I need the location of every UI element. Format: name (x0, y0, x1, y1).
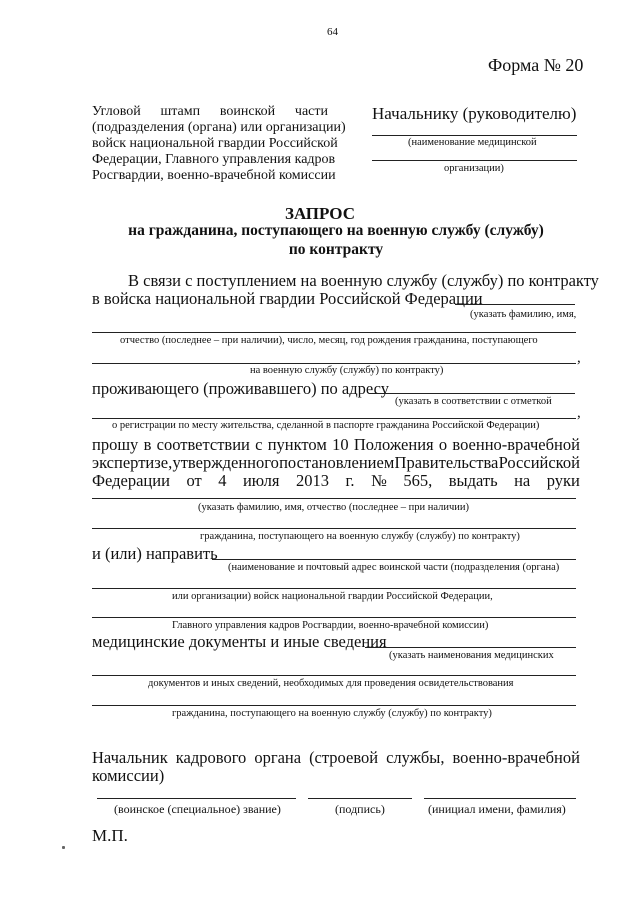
ask-word: Федерации (92, 471, 170, 490)
ask-word: от (186, 471, 202, 490)
ask-word: 10 (332, 435, 349, 454)
caption-name-3: на военную службу (службу) по контракту) (250, 365, 444, 376)
fill-line-fio[interactable] (92, 498, 576, 499)
stamp-line-4: Федерации, Главного управления кадров (92, 152, 336, 167)
signature-word: военно-врачебной (452, 748, 580, 767)
medical-label: медицинские документы и иные сведения (92, 632, 387, 651)
ask-word: Российской (498, 453, 580, 472)
seal-mark: М.П. (92, 826, 128, 845)
ask-word: Правительства (394, 453, 499, 472)
stamp-word: Угловой (92, 104, 141, 119)
stamp-line-5: Росгвардии, военно-врачебной комиссии (92, 168, 336, 183)
ask-word: 2013 (296, 471, 330, 490)
caption-rank: (воинское (специальное) звание) (114, 802, 281, 816)
caption-medical-2: документов и иных сведений, необходимых для проведения освидетельствования (148, 678, 514, 689)
fill-line-name-3[interactable] (92, 363, 576, 364)
ask-word: № (371, 471, 387, 490)
ask-word: Положения (353, 435, 434, 454)
ask-word: 565, (403, 471, 433, 490)
ask-word: 4 (218, 471, 227, 490)
ask-word: выдать (448, 471, 498, 490)
p1-line-1: В связи с поступлением на военную службу (службу) по контракту (128, 271, 599, 290)
fill-line-medical-3[interactable] (92, 705, 576, 706)
caption-medical-1: (указать наименования медицинских (389, 650, 554, 661)
stamp-line-2: (подразделения (органа) или организации) (92, 120, 346, 135)
ask-word: в (143, 435, 152, 454)
fill-line-fio-2[interactable] (92, 528, 576, 529)
ask-line-3 (92, 471, 580, 491)
ask-word: постановлением (279, 453, 395, 472)
rank-line[interactable] (97, 798, 296, 799)
ask-word: пунктом (267, 435, 327, 454)
ask-word: о (438, 435, 448, 454)
fill-line-name-2[interactable] (92, 332, 576, 333)
fill-line-unit-3[interactable] (92, 617, 576, 618)
document-subtitle: на гражданина, поступающего на военную службу (службу) (128, 222, 544, 239)
p1-line-2: в войска национальной гвардии Российской Федерации (92, 289, 483, 308)
ask-word: военно-врачебной (452, 435, 580, 454)
signature-word: органа (254, 748, 302, 767)
fill-line-unit-2[interactable] (92, 588, 576, 589)
caption-name-2: отчество (последнее – при наличии), число, месяц, год рождения гражданина, поступающего (120, 335, 538, 346)
fill-line-address[interactable] (369, 393, 575, 394)
stamp-line-1 (92, 104, 328, 120)
signature-word: службы, (386, 748, 445, 767)
ask-line-2 (92, 453, 580, 473)
ask-word: прошу (92, 435, 139, 454)
comma-1: , (577, 350, 581, 366)
signature-word: Начальник (92, 748, 168, 767)
addressee-caption-1: (наименование медицинской (408, 137, 537, 148)
caption-sign: (подпись) (335, 802, 385, 816)
caption-address-2: о регистрации по месту жительства, сделанной в паспорте гражданина Российской Федерации) (112, 420, 540, 431)
ask-word: утвержденного (172, 453, 279, 472)
fill-line-medical-2[interactable] (92, 675, 576, 676)
addressee-caption-2: организации) (444, 163, 504, 174)
form-number: Форма № 20 (488, 55, 584, 75)
stamp-line-3: войск национальной гвардии Российской (92, 136, 338, 151)
ask-line-1 (92, 435, 580, 455)
addressee-line-1 (372, 135, 577, 136)
scan-speck (62, 846, 65, 849)
addressee-line-2 (372, 160, 577, 161)
sign-line[interactable] (308, 798, 412, 799)
ask-word: соответствии (156, 435, 250, 454)
page-number: 64 (327, 26, 338, 38)
ask-word: экспертизе, (92, 453, 173, 472)
fill-line-address-2[interactable] (92, 418, 576, 419)
signature-word: кадрового (175, 748, 247, 767)
caption-citizen-2: гражданина, поступающего на военную службу (службу) по контракту) (172, 708, 492, 719)
caption-name-1: (указать фамилию, имя, (470, 309, 577, 320)
comma-2: , (577, 405, 581, 421)
name-line[interactable] (424, 798, 576, 799)
stamp-word: части (294, 104, 328, 119)
ask-word: г. (345, 471, 355, 490)
ask-word: руки (546, 471, 580, 490)
ask-word: июля (242, 471, 280, 490)
caption-unit-2: или организации) войск национальной гвардии Российской Федерации, (172, 591, 493, 602)
signature-title-line-2: комиссии) (92, 766, 165, 785)
document-title: ЗАПРОС (284, 204, 356, 223)
caption-citizen-1: гражданина, поступающего на военную службу (службу) по контракту) (200, 531, 520, 542)
residing-label: проживающего (проживавшего) по адресу (92, 379, 389, 398)
fill-line-unit[interactable] (212, 559, 576, 560)
caption-unit-3: Главного управления кадров Росгвардии, военно-врачебной комиссии) (172, 620, 489, 631)
caption-fio: (указать фамилию, имя, отчество (последнее – при наличии) (198, 502, 470, 513)
caption-name: (инициал имени, фамилия) (428, 802, 566, 816)
stamp-word: штамп (160, 104, 201, 119)
ask-word: с (255, 435, 263, 454)
fill-line-name[interactable] (455, 304, 575, 305)
document-subtitle-2: по контракту (288, 241, 384, 258)
addressee-title: Начальнику (руководителю) (372, 104, 577, 123)
caption-address-1: (указать в соответствии с отметкой (395, 396, 552, 407)
ask-word: на (514, 471, 531, 490)
fill-line-medical[interactable] (365, 647, 576, 648)
signature-title-line-1 (92, 748, 580, 768)
caption-unit-1: (наименование и почтовый адрес воинской части (подразделения (органа) (228, 562, 560, 573)
stamp-word: воинской (219, 104, 276, 119)
signature-word: (строевой (309, 748, 379, 767)
send-label: и (или) направить (92, 544, 218, 563)
